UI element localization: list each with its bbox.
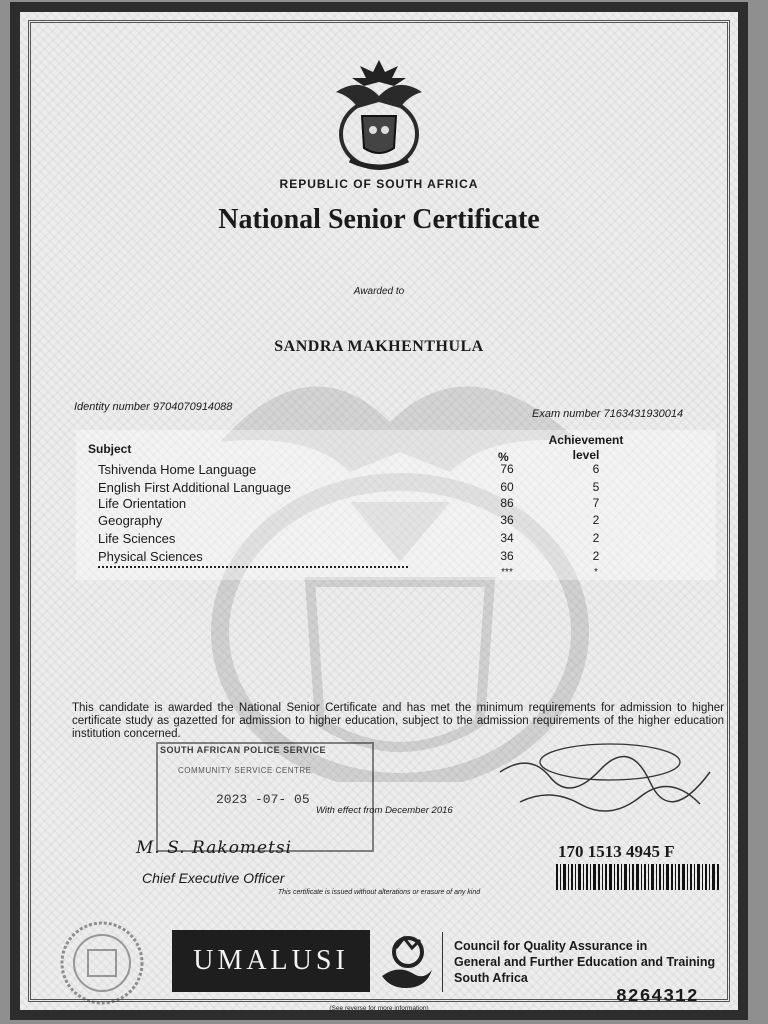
result-row xyxy=(20,531,738,548)
result-row xyxy=(20,480,738,497)
subject-name: Life Sciences xyxy=(98,531,176,546)
coat-of-arms-icon xyxy=(330,52,428,174)
footer-divider xyxy=(442,932,443,992)
umalusi-logo: UMALUSI xyxy=(172,930,370,992)
level-header-line2: level xyxy=(572,448,600,462)
certificate xyxy=(10,2,748,1020)
stamp-line2: COMMUNITY SERVICE CENTRE xyxy=(178,766,312,775)
council-line3: South Africa xyxy=(454,971,528,985)
subject-level: 7 xyxy=(592,496,600,510)
award-statement: This candidate is awarded the National Senior Certificate and has met the minimum requirements for admission to higher certificate study as gazetted for admission to higher education, subject to the admission requirements of the higher education institution concerned. xyxy=(72,702,724,740)
subject-percent: 76 xyxy=(500,462,514,476)
subject-level: 2 xyxy=(592,513,600,527)
candidate-name: SANDRA MAKHENTHULA xyxy=(274,338,484,355)
barcode-icon xyxy=(556,864,720,890)
issued-note: This certificate is issued without alterations or erasure of any kind xyxy=(277,889,481,896)
subject-percent: 86 xyxy=(500,496,514,510)
subject-percent: 36 xyxy=(500,513,514,527)
result-row xyxy=(20,513,738,530)
commissioner-signature-icon xyxy=(490,742,720,822)
council-line2: General and Further Education and Training xyxy=(454,955,716,969)
effect-date: With effect from December 2016 xyxy=(316,805,453,816)
reverse-note: (See reverse for more information) xyxy=(329,1005,429,1012)
subject-name: Tshivenda Home Language xyxy=(98,462,257,477)
subject-name: Physical Sciences xyxy=(98,549,203,564)
awarded-to-label: Awarded to xyxy=(353,286,405,297)
subject-name: Geography xyxy=(98,513,163,528)
total-level: * xyxy=(594,567,598,578)
umalusi-emblem-icon xyxy=(378,930,434,994)
certificate-title: National Senior Certificate xyxy=(218,204,540,235)
subject-level: 5 xyxy=(592,480,600,494)
result-row xyxy=(20,462,738,479)
result-row xyxy=(20,549,738,566)
stamp-date: 2023 -07- 05 xyxy=(216,792,310,807)
dotted-divider xyxy=(98,566,408,568)
seal-icon xyxy=(54,918,150,1008)
subject-column-header: Subject xyxy=(88,442,132,456)
stamp-line1: SOUTH AFRICAN POLICE SERVICE xyxy=(160,745,327,755)
serial-number: 8264312 xyxy=(616,987,699,1007)
subject-percent: 34 xyxy=(500,531,514,545)
council-name xyxy=(454,938,715,986)
percent-column-header: % xyxy=(498,450,509,464)
ceo-title: Chief Executive Officer xyxy=(142,870,285,886)
level-header-line1: Achievement xyxy=(548,433,624,447)
subject-percent: 60 xyxy=(500,480,514,494)
council-line1: Council for Quality Assurance in xyxy=(454,939,648,953)
subject-level: 2 xyxy=(592,549,600,563)
result-row xyxy=(20,496,738,513)
identity-number: Identity number 9704070914088 xyxy=(74,401,233,413)
country-heading: REPUBLIC OF SOUTH AFRICA xyxy=(279,177,479,191)
subject-name: Life Orientation xyxy=(98,496,187,511)
ceo-signature: M. S. Rakometsi xyxy=(136,838,293,858)
certificate-number: 170 1513 4945 F xyxy=(558,842,675,861)
subject-percent: 36 xyxy=(500,549,514,563)
exam-number: Exam number 7163431930014 xyxy=(532,408,684,420)
subject-level: 2 xyxy=(592,531,600,545)
subject-name: English First Additional Language xyxy=(98,480,291,495)
level-column-header xyxy=(546,433,626,463)
subject-level: 6 xyxy=(592,462,600,476)
total-percent: *** xyxy=(501,567,513,578)
